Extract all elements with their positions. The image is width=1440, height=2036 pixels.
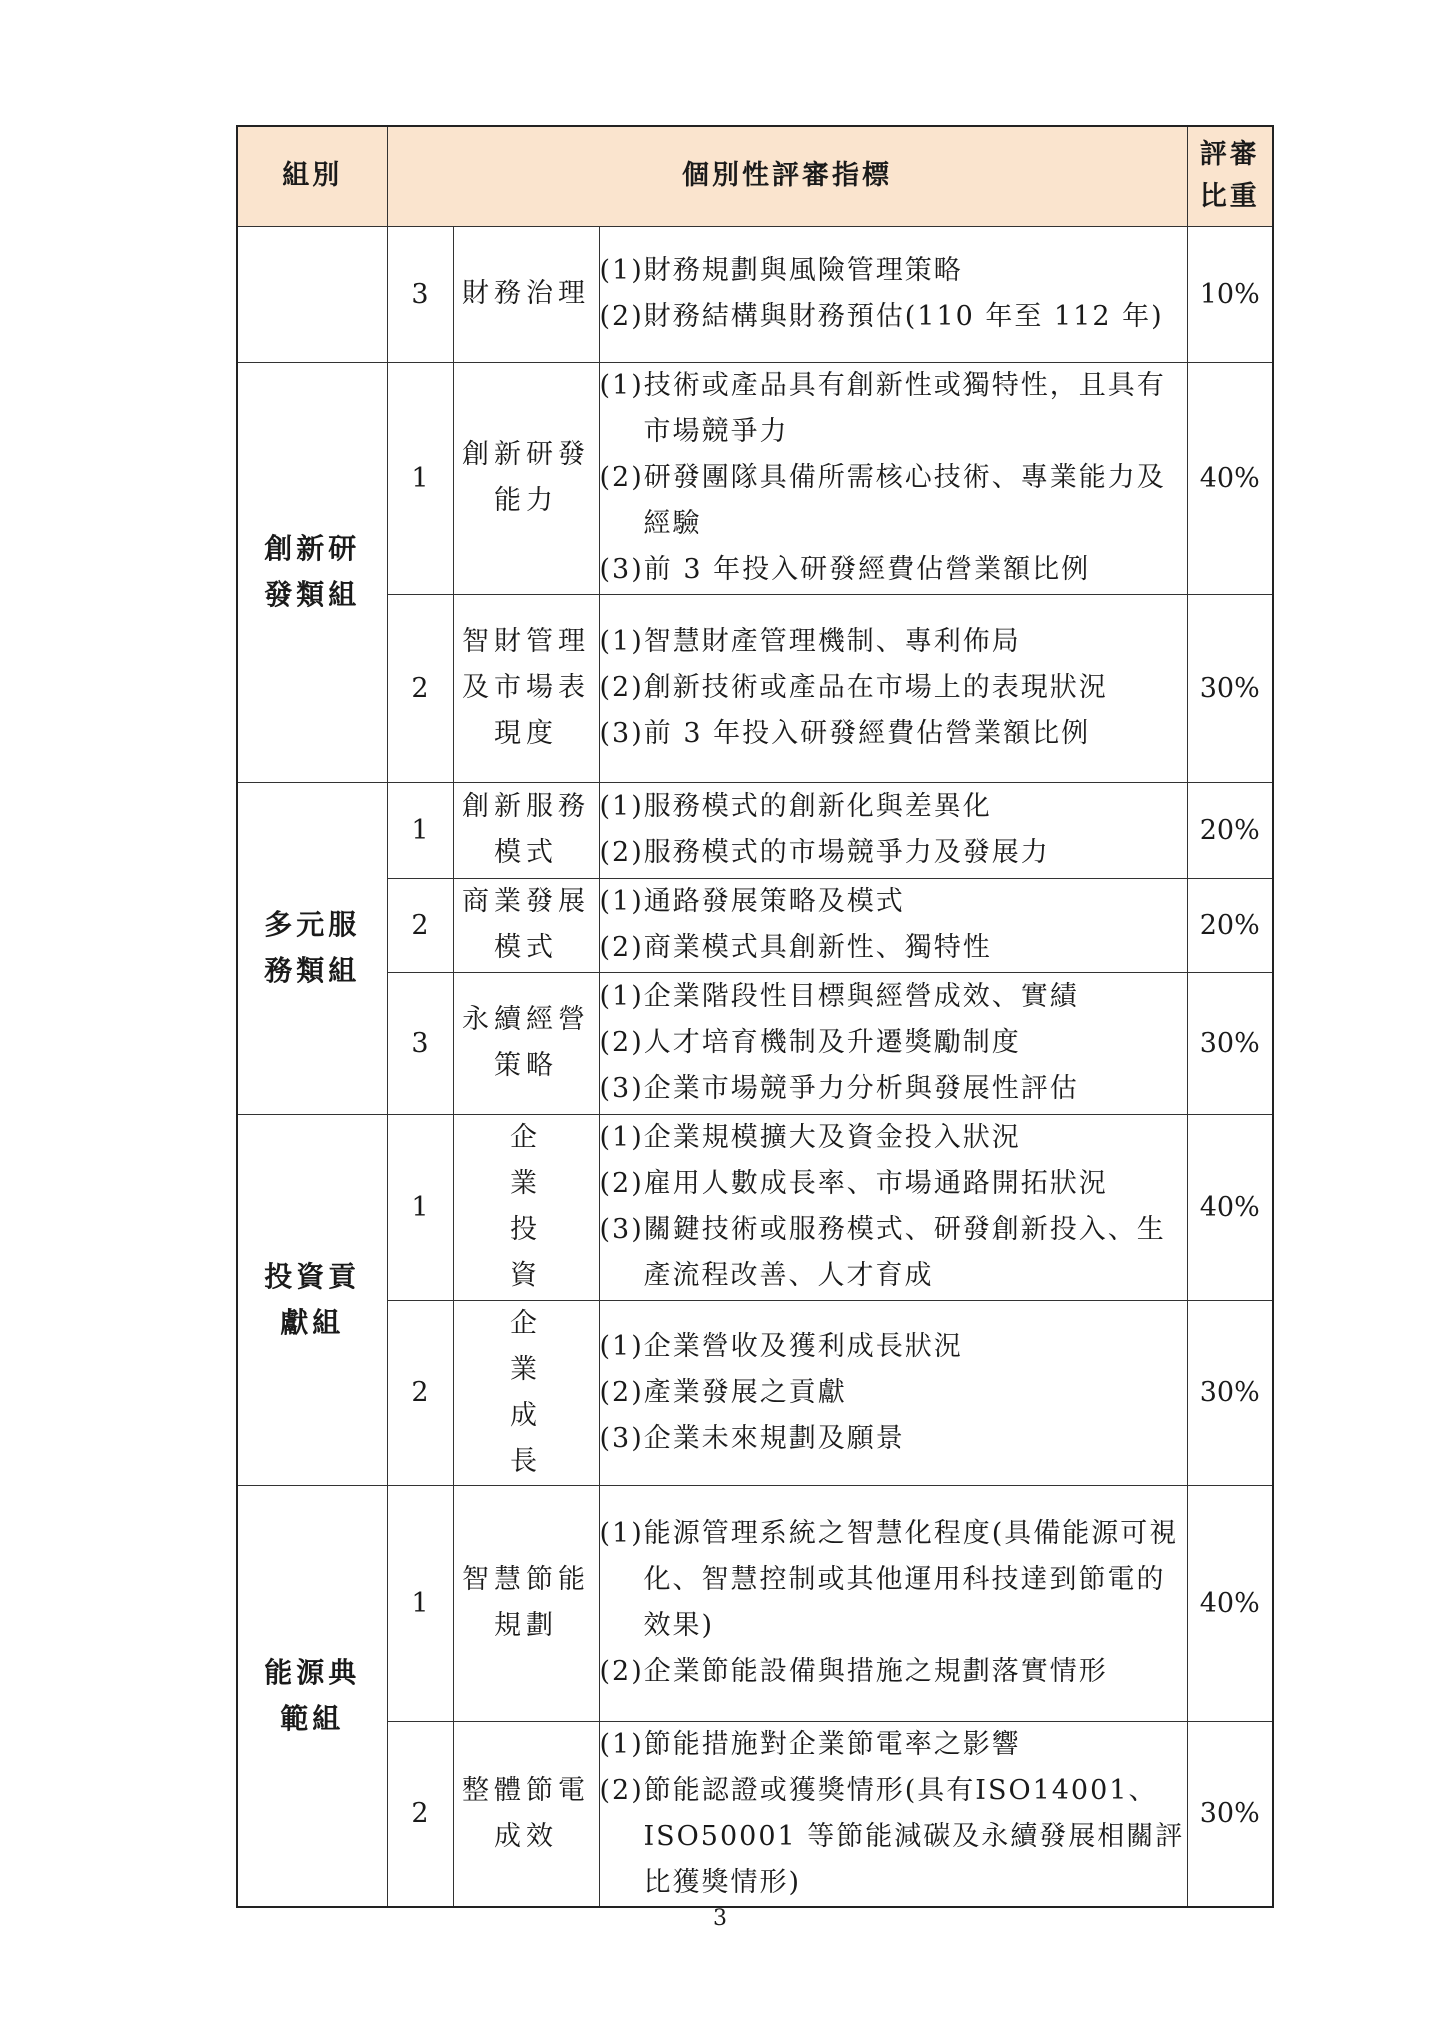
- item-number: 2: [387, 1300, 453, 1485]
- criteria-line: (3)關鍵技術或服務模式、研發創新投入、生產流程改善、人才育成: [599, 1214, 1166, 1291]
- page-number: 3: [713, 1906, 727, 1931]
- weight-cell: 20%: [1187, 878, 1273, 972]
- weight-cell: 30%: [1187, 1721, 1273, 1907]
- criteria-cell: [599, 1485, 1187, 1721]
- criteria-line: (2)創新技術或產品在市場上的表現狀況: [599, 672, 1108, 703]
- table-row: [237, 1300, 1273, 1485]
- header-weight: 評審比重: [1187, 126, 1273, 226]
- criteria-line: (2)服務模式的市場競爭力及發展力: [599, 837, 1050, 868]
- group-cell: 多元服務類組: [237, 782, 387, 1114]
- criteria-line: (1)企業營收及獲利成長狀況: [599, 1330, 963, 1362]
- group-cell: 創新研發類組: [237, 362, 387, 782]
- item-name: 企業投資: [453, 1114, 599, 1300]
- weight-cell: 30%: [1187, 594, 1273, 782]
- weight-cell: 40%: [1187, 362, 1273, 594]
- item-number: 1: [387, 1485, 453, 1721]
- criteria-line: (3)企業未來規劃及願景: [599, 1422, 905, 1454]
- criteria-line: (2)財務結構與財務預估(110 年至 112 年): [599, 301, 1164, 332]
- criteria-line: (2)商業模式具創新性、獨特性: [599, 932, 992, 963]
- criteria-line: (1)節能措施對企業節電率之影響: [599, 1728, 1021, 1760]
- item-name: 商業發展模式: [453, 878, 599, 972]
- weight-cell: 40%: [1187, 1485, 1273, 1721]
- item-name: 智財管理及市場表現度: [453, 594, 599, 782]
- weight-cell: 30%: [1187, 1300, 1273, 1485]
- criteria-line: (3)前 3 年投入研發經費佔營業額比例: [599, 718, 1091, 749]
- item-number: 1: [387, 782, 453, 878]
- header-group: 組別: [237, 126, 387, 226]
- criteria-cell: [599, 972, 1187, 1114]
- item-name: 創新服務模式: [453, 782, 599, 878]
- criteria-cell: [599, 878, 1187, 972]
- criteria-cell: [599, 1300, 1187, 1485]
- criteria-line: (1)企業階段性目標與經營成效、實績: [599, 981, 1079, 1012]
- table-header-row: [237, 126, 1273, 226]
- group-cell: 投資貢獻組: [237, 1114, 387, 1485]
- criteria-line: (2)節能認證或獲獎情形(具有ISO14001、ISO50001 等節能減碳及永續發展相關評比獲獎情形): [599, 1774, 1185, 1898]
- criteria-cell: [599, 362, 1187, 594]
- item-name: 整體節電成效: [453, 1721, 599, 1907]
- item-number: 1: [387, 1114, 453, 1300]
- criteria-line: (2)產業發展之貢獻: [599, 1376, 847, 1408]
- group-cell: [237, 226, 387, 362]
- item-name: 永續經營策略: [453, 972, 599, 1114]
- criteria-line: (1)技術或產品具有創新性或獨特性，且具有市場競爭力: [599, 370, 1166, 447]
- item-name: 企業成長: [453, 1300, 599, 1485]
- table-row: [237, 1721, 1273, 1907]
- table-row: [237, 782, 1273, 878]
- item-number: 2: [387, 878, 453, 972]
- header-criteria: 個別性評審指標: [387, 126, 1187, 226]
- item-number: 1: [387, 362, 453, 594]
- weight-cell: 10%: [1187, 226, 1273, 362]
- evaluation-criteria-table: [236, 125, 1274, 1908]
- criteria-line: (2)雇用人數成長率、市場通路開拓狀況: [599, 1168, 1108, 1199]
- group-cell: 能源典範組: [237, 1485, 387, 1907]
- weight-cell: 40%: [1187, 1114, 1273, 1300]
- table-row: [237, 594, 1273, 782]
- item-name: 智慧節能規劃: [453, 1485, 599, 1721]
- criteria-cell: [599, 226, 1187, 362]
- criteria-cell: [599, 1114, 1187, 1300]
- criteria-line: (1)財務規劃與風險管理策略: [599, 255, 963, 286]
- criteria-cell: [599, 782, 1187, 878]
- criteria-line: (1)能源管理系統之智慧化程度(具備能源可視化、智慧控制或其他運用科技達到節電的效果): [599, 1518, 1179, 1641]
- table-row: [237, 972, 1273, 1114]
- criteria-line: (2)人才培育機制及升遷獎勵制度: [599, 1027, 1021, 1058]
- item-name: 財務治理: [453, 226, 599, 362]
- criteria-line: (2)企業節能設備與措施之規劃落實情形: [599, 1656, 1108, 1687]
- item-number: 2: [387, 1721, 453, 1907]
- criteria-line: (3)前 3 年投入研發經費佔營業額比例: [599, 554, 1091, 585]
- criteria-line: (1)通路發展策略及模式: [599, 886, 905, 917]
- item-name: 創新研發能力: [453, 362, 599, 594]
- item-number: 3: [387, 226, 453, 362]
- table-row: [237, 878, 1273, 972]
- item-number: 3: [387, 972, 453, 1114]
- table-row: [237, 226, 1273, 362]
- table-row: [237, 1114, 1273, 1300]
- criteria-line: (1)企業規模擴大及資金投入狀況: [599, 1122, 1021, 1153]
- weight-cell: 20%: [1187, 782, 1273, 878]
- criteria-cell: [599, 1721, 1187, 1907]
- criteria-line: (1)服務模式的創新化與差異化: [599, 791, 992, 822]
- criteria-line: (1)智慧財產管理機制、專利佈局: [599, 626, 1021, 657]
- table-row: [237, 1485, 1273, 1721]
- criteria-line: (3)企業市場競爭力分析與發展性評估: [599, 1073, 1079, 1104]
- item-number: 2: [387, 594, 453, 782]
- weight-cell: 30%: [1187, 972, 1273, 1114]
- table-row: [237, 362, 1273, 594]
- criteria-line: (2)研發團隊具備所需核心技術、專業能力及經驗: [599, 462, 1166, 539]
- criteria-cell: [599, 594, 1187, 782]
